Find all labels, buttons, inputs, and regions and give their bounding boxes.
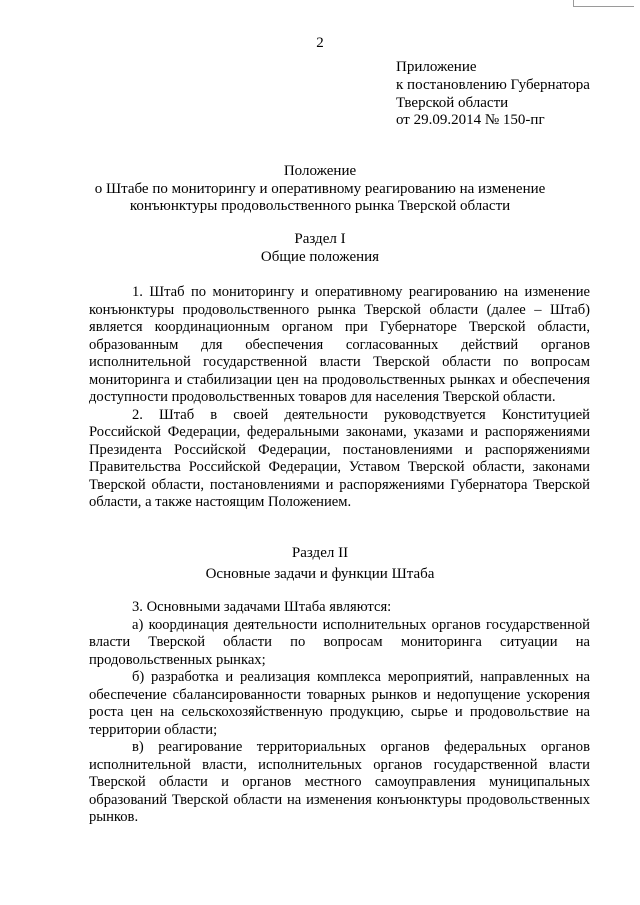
title-line: конъюнктуры продовольственного рынка Тверской области xyxy=(129,198,511,214)
title-line: о Штабе по мониторингу и оперативному реагированию на изменение xyxy=(94,180,546,197)
list-item: а) координация деятельности исполнительных органов государственной власти Тверской области по вопросам мониторинга ситуации на продовольственных рынках; xyxy=(89,616,590,668)
scan-corner-mark xyxy=(573,0,634,7)
section-title: Основные задачи и функции Штаба xyxy=(205,565,435,582)
section-number: Раздел I xyxy=(294,231,346,247)
section-1-heading xyxy=(0,231,640,266)
section-2-heading xyxy=(0,545,640,583)
appendix-header xyxy=(396,59,636,130)
section-number: Раздел II xyxy=(291,545,349,561)
document-title xyxy=(0,163,640,216)
section-2-body xyxy=(89,599,590,827)
paragraph: 3. Основными задачами Штаба являются: xyxy=(132,599,392,615)
appendix-line: от 29.09.2014 № 150-пг xyxy=(396,112,545,129)
list-item: в) реагирование территориальных органов федеральных органов исполнительной власти, исполнительных органов государственной власти Тверской области и органов местного самоуправления муниципальных образований Тверской области на изменения конъюнктуры продовольственных рынков. xyxy=(89,739,590,825)
appendix-line: к постановлению Губернатора xyxy=(396,76,590,93)
page-number: 2 xyxy=(316,35,324,51)
section-1-body xyxy=(89,284,590,512)
appendix-line: Тверской области xyxy=(396,94,509,111)
section-title: Общие положения xyxy=(260,248,380,265)
paragraph: 1. Штаб по мониторингу и оперативному реагированию на изменение конъюнктуры продовольственного рынка Тверской области (далее – Штаб) является координационным органом при Губернаторе Тверской области, образованным для обеспечения согласованных действий органов исполнительной государственной власти Тверской области по вопросам мониторинга и стабилизации цен на продовольственных рынках и обеспечения доступности продовольственных товаров для населения Тверской области. xyxy=(89,284,590,405)
appendix-line: Приложение xyxy=(396,59,477,75)
paragraph: 2. Штаб в своей деятельности руководствуется Конституцией Российской Федерации, федеральными законами, указами и распоряжениями Президента Российской Федерации, постановлениями и распоряжениями Правительства Российской Федерации, Уставом Тверской области, законами Тверской области, постановлениями и распоряжениями Губернатора Тверской области, а также настоящим Положением. xyxy=(89,406,590,510)
title-line: Положение xyxy=(283,163,357,179)
list-item: б) разработка и реализация комплекса мероприятий, направленных на обеспечение сбалансированности товарных рынков и недопущение ускорения роста цен на сельскохозяйственную продукцию, сырье и продовольствие на территории области; xyxy=(89,669,590,738)
